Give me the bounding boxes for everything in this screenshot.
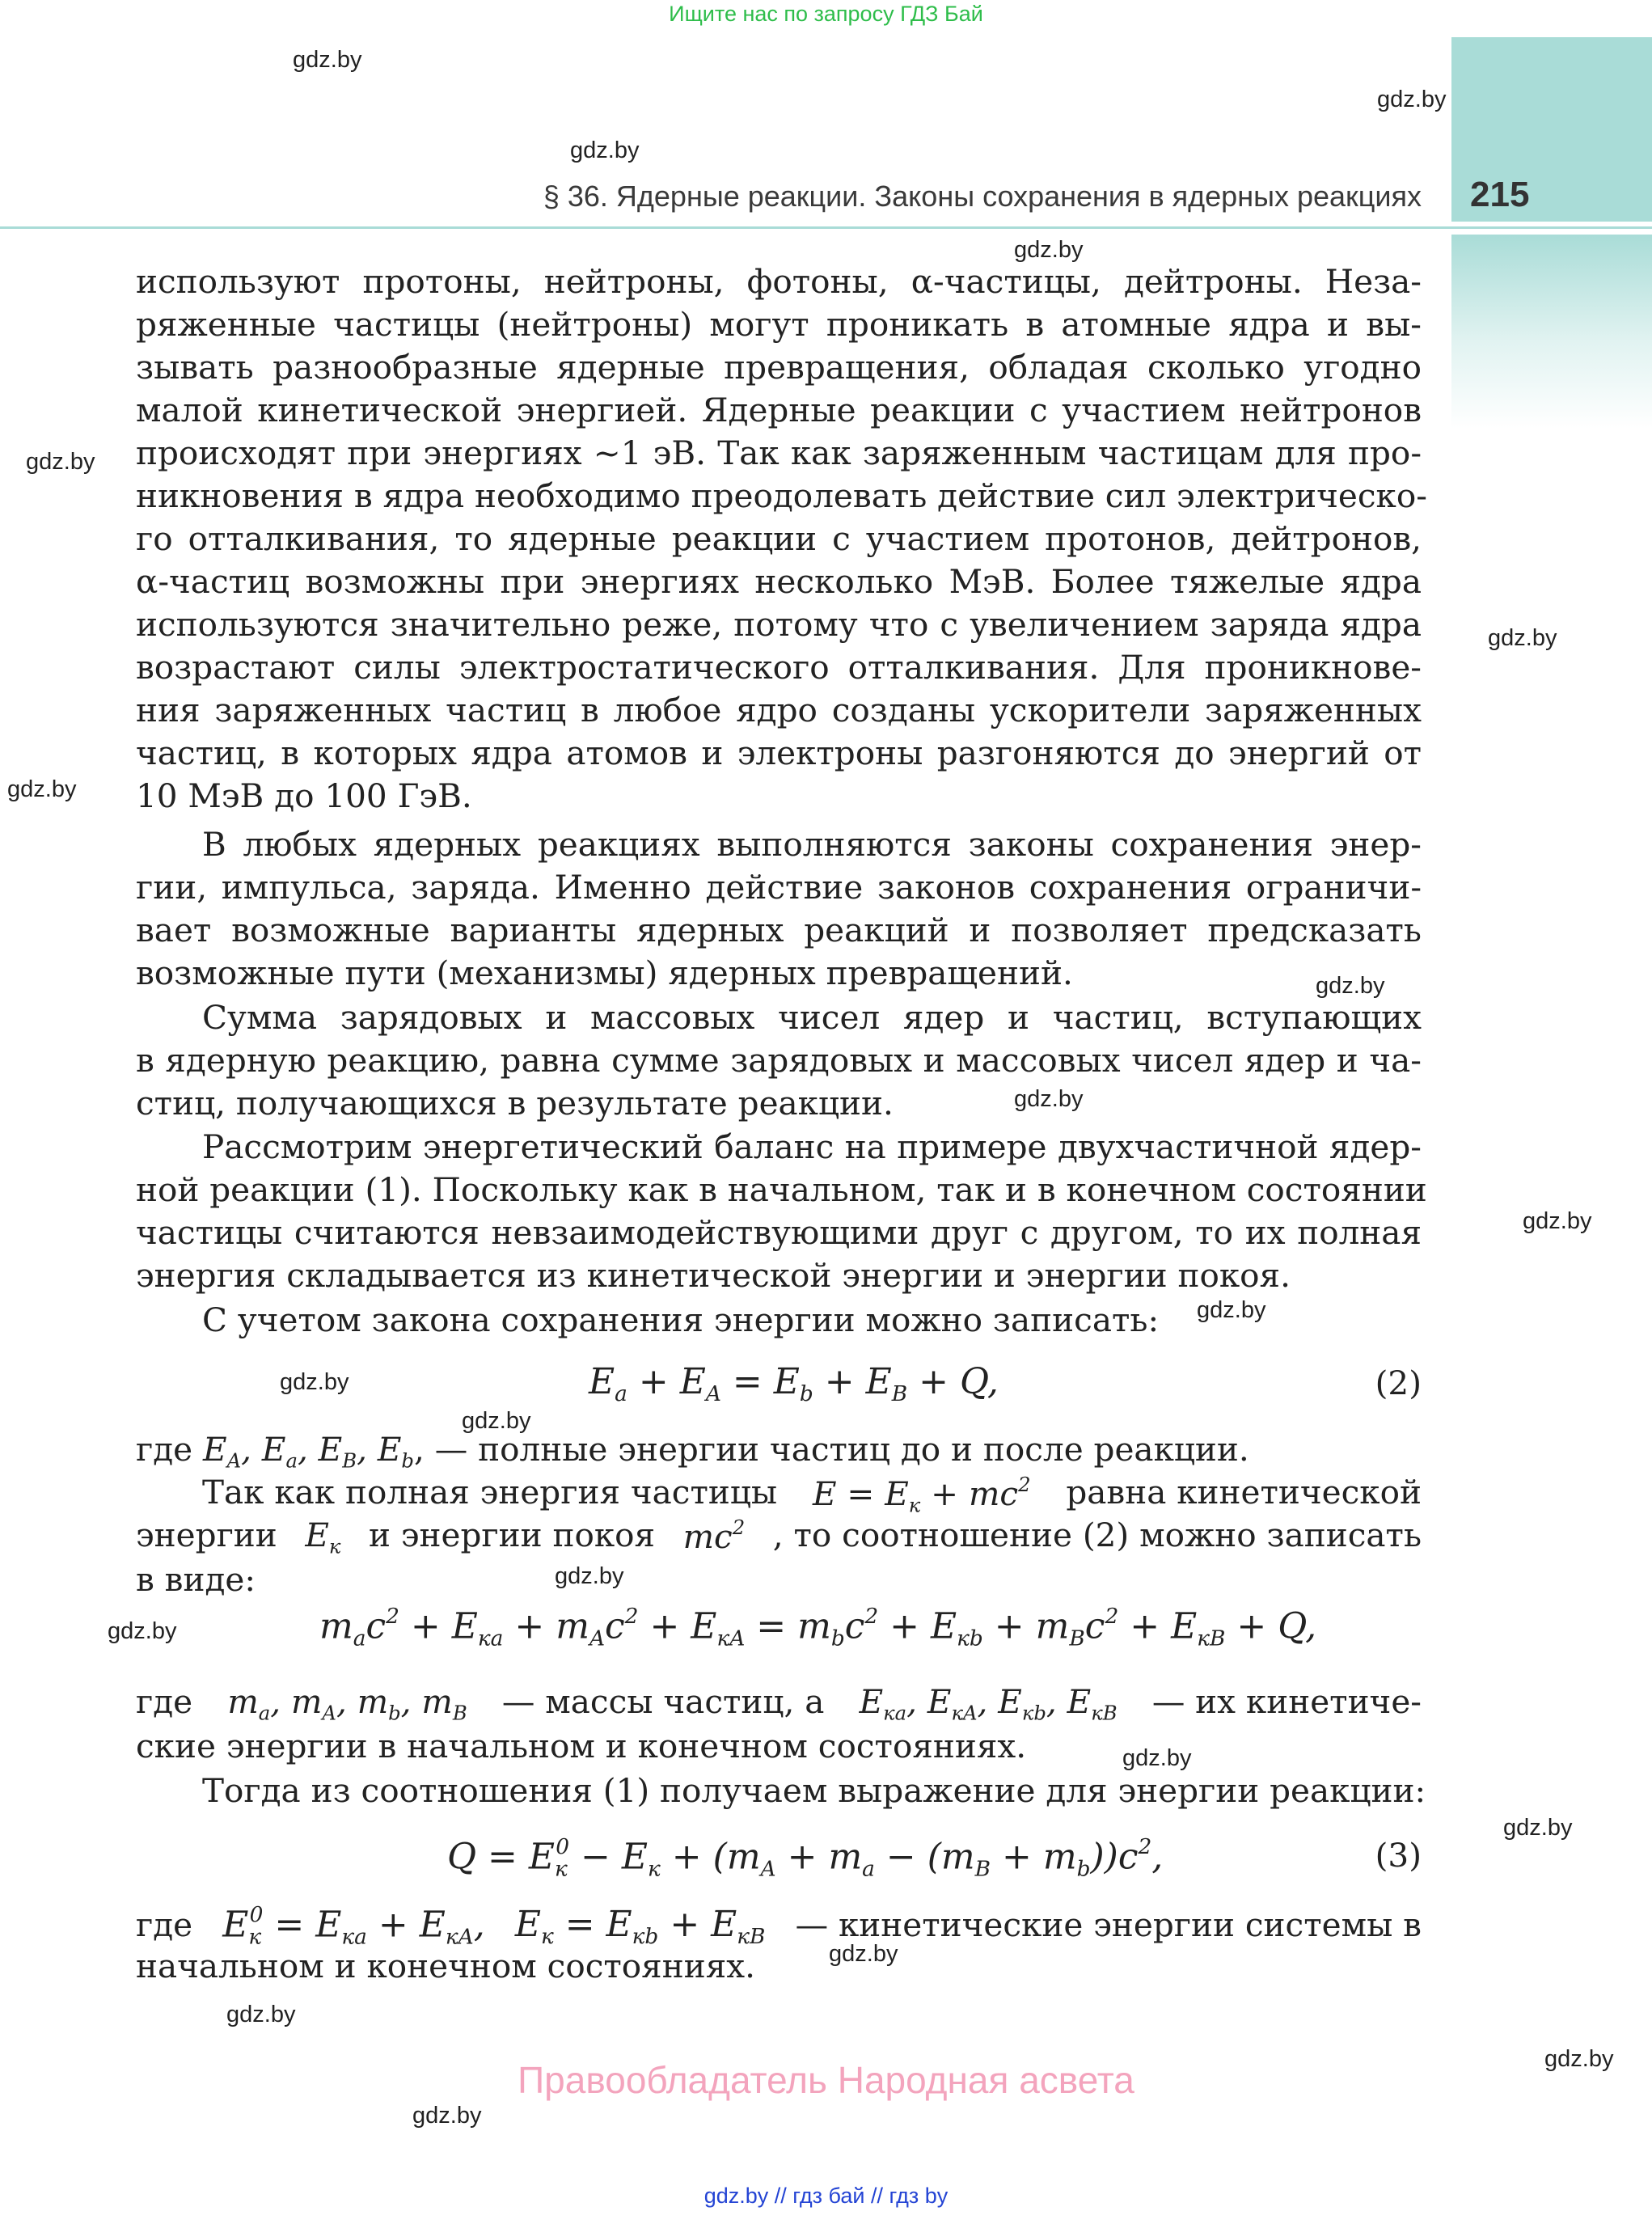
- where-text: , — полные энергии частиц до и после реакции.: [413, 1430, 1249, 1469]
- watermark: gdz.by: [293, 47, 362, 73]
- equation-3: $Q = E_к^0 - E_к + (m_A + m_a - (m_B + m_b))c^2$,: [447, 1834, 1164, 1882]
- watermark: gdz.by: [1014, 1086, 1084, 1112]
- text-line: ряженные частицы (нейтроны) могут проникать в атомные ядра и вы-: [136, 305, 1422, 344]
- text-line: ния заряженных частиц в любое ядро созданы ускорители заряженных: [136, 691, 1422, 729]
- text-line: начальном и конечном состояниях.: [136, 1947, 755, 1985]
- text-line: никновения в ядра необходимо преодолевать действие сил электрическо-: [136, 476, 1427, 515]
- equation-2: $E_a + E_A = E_b + E_B + Q$,: [589, 1361, 999, 1407]
- where-line-1: где $E_A$, $E_a$, $E_B$, $E_b$, — полные энергии частиц до и после реакции.: [136, 1430, 1249, 1473]
- formula-inline: $mc^2$: [682, 1516, 746, 1556]
- text-line: [202, 1473, 1422, 1517]
- text-line: стиц, получающихся в результате реакции.: [136, 1084, 894, 1123]
- text-line: С учетом закона сохранения энергии можно записать:: [202, 1300, 1160, 1339]
- text-fragment: , то соотношение (2) можно записать: [772, 1516, 1422, 1554]
- text-line: Тогда из соотношения (1) получаем выражение для энергии реакции:: [202, 1771, 1426, 1810]
- watermark: gdz.by: [1544, 2046, 1614, 2072]
- text-fragment: — кинетические энергии системы в: [795, 1905, 1422, 1945]
- text-line: используются значительно реже, потому что с увеличением заряда ядра: [136, 605, 1422, 644]
- where-line-3: [136, 1902, 1422, 1950]
- watermark: gdz.by: [226, 2002, 296, 2027]
- text-line: [136, 1516, 1422, 1558]
- text-fragment: — массы частиц, а: [501, 1682, 825, 1721]
- formula-inline: $E_к = E_{кb} + E_{кB}$: [514, 1904, 766, 1950]
- text-line: В любых ядерных реакциях выполняются законы сохранения энер-: [202, 825, 1422, 864]
- text-line: зывать разнообразные ядерные превращения, обладая сколько угодно: [136, 348, 1422, 387]
- watermark: gdz.by: [1523, 1208, 1592, 1234]
- text-line: в виде:: [136, 1560, 256, 1599]
- text-line: Рассмотрим энергетический баланс на примере двухчастичной ядер-: [202, 1127, 1422, 1166]
- watermark: gdz.by: [1377, 87, 1447, 112]
- formula-inline: $m_a$, $m_A$, $m_b$, $m_B$: [227, 1682, 467, 1725]
- bottom-links[interactable]: gdz.by // гдз бай // гдз by: [703, 2184, 949, 2208]
- text-line: ной реакции (1). Поскольку как в начальном, так и в конечном состоянии: [136, 1170, 1427, 1209]
- text-line: гии, импульса, заряда. Именно действие законов сохранения ограничи-: [136, 868, 1422, 907]
- equation-2-number: (2): [1375, 1364, 1422, 1402]
- text-line: используют протоны, нейтроны, фотоны, α-частицы, дейтроны. Неза-: [136, 262, 1422, 301]
- text-line: Сумма зарядовых и массовых чисел ядер и частиц, вступающих: [202, 998, 1422, 1037]
- text-line: α-частиц возможны при энергиях несколько МэВ. Более тяжелые ядра: [136, 562, 1422, 601]
- watermark: gdz.by: [829, 1941, 898, 1967]
- text-line: вает возможные варианты ядерных реакций и позволяет предсказать: [136, 911, 1422, 949]
- watermark: gdz.by: [1316, 973, 1385, 999]
- text-line: возможные пути (механизмы) ядерных превращений.: [136, 953, 1073, 992]
- where-prefix: где: [136, 1430, 193, 1469]
- where-prefix: где: [136, 1682, 193, 1721]
- text-line: возрастают силы электростатического отталкивания. Для проникнове-: [136, 648, 1422, 687]
- watermark: gdz.by: [280, 1369, 349, 1395]
- watermark: gdz.by: [1014, 237, 1084, 263]
- top-banner[interactable]: Ищите нас по запросу ГДЗ Бай: [669, 2, 983, 26]
- text-line: малой кинетической энергией. Ядерные реакции с участием нейтронов: [136, 391, 1422, 429]
- text-line: энергия складывается из кинетической энергии и энергии покоя.: [136, 1256, 1291, 1295]
- formula-inline: $E_к^0 = E_{кa} + E_{кA}$,: [222, 1902, 485, 1950]
- formula-inline: $E_{кa}$, $E_{кA}$, $E_{кb}$, $E_{кB}$: [859, 1682, 1118, 1725]
- equation-expanded: $m_ac^2 + E_{кa} + m_Ac^2 + E_{кA} = m_bc^2 + E_{кb} + m_Bc^2 + E_{кB} + Q$,: [319, 1604, 1317, 1651]
- text-line: в ядерную реакцию, равна сумме зарядовых и массовых чисел ядер и ча-: [136, 1041, 1422, 1080]
- running-head: § 36. Ядерные реакции. Законы сохранения в ядерных реакциях: [543, 180, 1422, 213]
- publisher-notice: Правообладатель Народная асвета: [518, 2059, 1134, 2101]
- text-line: 10 МэВ до 100 ГэВ.: [136, 776, 472, 815]
- text-line: частиц, в которых ядра атомов и электроны разгоняются до энергий от: [136, 734, 1422, 772]
- text-fragment: Так как полная энергия частицы: [202, 1473, 778, 1512]
- watermark: gdz.by: [108, 1618, 177, 1644]
- text-line: происходят при энергиях ~1 эВ. Так как заряженным частицам для про-: [136, 433, 1422, 472]
- text-line: ские энергии в начальном и конечном состояниях.: [136, 1727, 1027, 1765]
- text-line: го отталкивания, то ядерные реакции с участием протонов, дейтронов,: [136, 519, 1422, 558]
- text-line: частицы считаются невзаимодействующими друг с другом, то их полная: [136, 1213, 1422, 1252]
- text-fragment: и энергии покоя: [368, 1516, 656, 1554]
- where-prefix: где: [136, 1905, 193, 1945]
- watermark: gdz.by: [570, 137, 640, 163]
- watermark: gdz.by: [1503, 1815, 1573, 1841]
- header-rule: [0, 226, 1652, 229]
- watermark: gdz.by: [1488, 625, 1557, 651]
- watermark: gdz.by: [1197, 1297, 1266, 1323]
- watermark: gdz.by: [412, 2103, 482, 2129]
- equation-3-number: (3): [1375, 1836, 1422, 1875]
- where-line-2: [136, 1682, 1422, 1725]
- page-number: 215: [1470, 175, 1530, 214]
- text-fragment: равна кинетической: [1066, 1473, 1422, 1512]
- watermark: gdz.by: [26, 449, 95, 475]
- formula-inline: $E = E_к + mc^2$: [812, 1473, 1031, 1517]
- text-fragment: энергии: [136, 1516, 277, 1554]
- text-fragment: — их кинетиче-: [1151, 1682, 1422, 1721]
- page-corner-gradient: [1451, 235, 1652, 429]
- watermark: gdz.by: [555, 1563, 624, 1589]
- watermark: gdz.by: [7, 776, 77, 802]
- watermark: gdz.by: [462, 1408, 531, 1434]
- formula-inline: $E_к$: [305, 1516, 341, 1558]
- watermark: gdz.by: [1122, 1745, 1192, 1771]
